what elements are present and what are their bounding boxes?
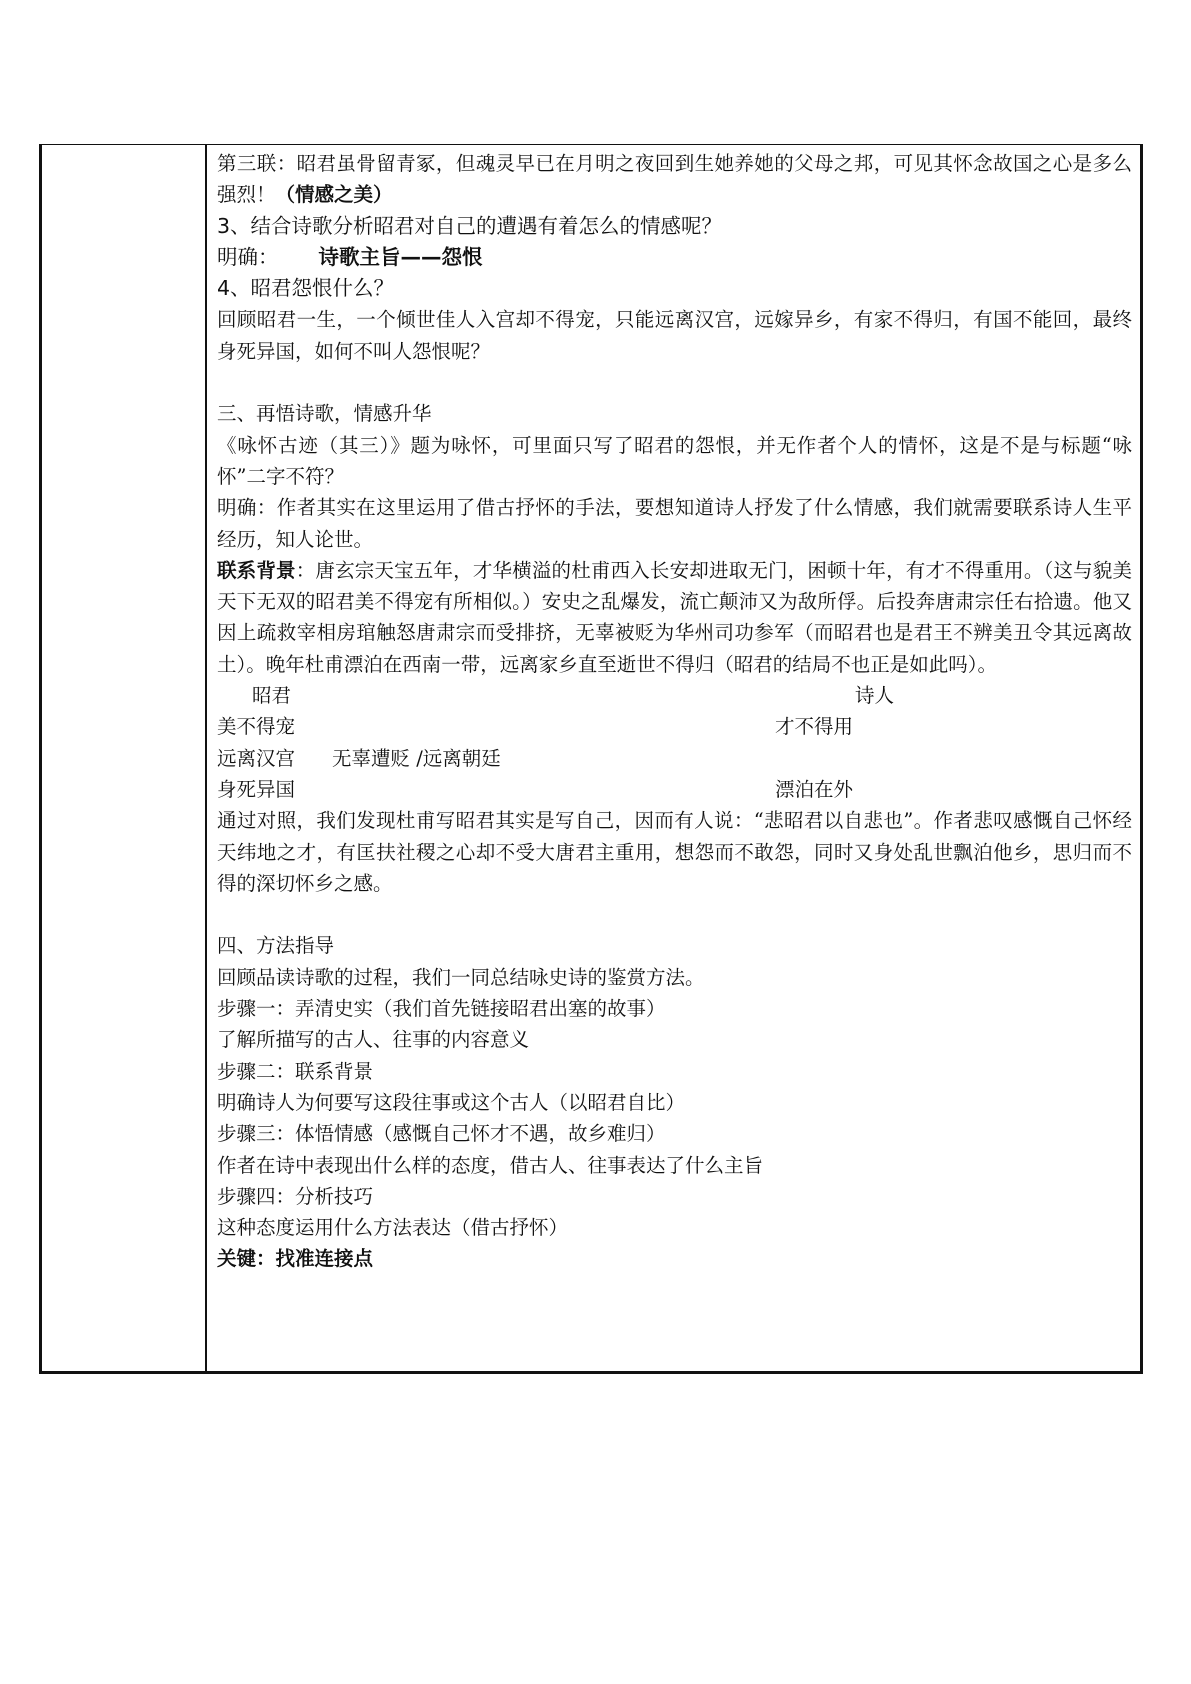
comparison-row-left: 远离汉宫 bbox=[217, 746, 296, 770]
lesson-content bbox=[217, 148, 1132, 1275]
method-title: 四、方法指导 bbox=[217, 934, 335, 958]
method-step: 步骤三：体悟情感（感慨自己怀才不遇，故乡难归） bbox=[217, 1122, 666, 1146]
third-couplet-tag: （情感之美） bbox=[275, 183, 393, 207]
method-step: 作者在诗中表现出什么样的态度，借古人、往事表达了什么主旨 bbox=[217, 1153, 764, 1177]
comparison-left-header: 昭君 bbox=[252, 684, 292, 708]
question-4: 4、昭君怨恨什么？ bbox=[217, 276, 395, 301]
background-paragraph bbox=[217, 555, 1132, 680]
method-step: 步骤四：分析技巧 bbox=[217, 1184, 374, 1208]
comparison-row-right: 漂泊在外 bbox=[775, 777, 854, 801]
background-text: ：唐玄宗天宝五年，才华横溢的杜甫西入长安却进取无门，困顿十年，有才不得重用。（这与貌美天下无双的昭君美不得宠有所相似。）安史之乱爆发，流亡颠沛又为敌所俘。后投奔唐肃宗任右拾遗。他又因上疏救宰相房琯触怒唐肃宗而受排挤，无辜被贬为华州司功参军（而昭君也是君王不辨美丑令其远离故土）。晚年杜甫漂泊在西南一带，远离家乡直至逝世不得归（昭君的结局不也正是如此吗）。 bbox=[217, 558, 1132, 676]
method-step: 步骤二：联系背景 bbox=[217, 1059, 374, 1083]
comparison-row-right: 才不得用 bbox=[775, 715, 854, 739]
method-step: 了解所描写的古人、往事的内容意义 bbox=[217, 1028, 530, 1052]
section-3-answer: 明确：作者其实在这里运用了借古抒怀的手法，要想知道诗人抒发了什么情感，我们就需要联系诗人生平经历，知人论世。 bbox=[217, 496, 1132, 551]
method-intro: 回顾品读诗歌的过程，我们一同总结咏史诗的鉴赏方法。 bbox=[217, 965, 705, 989]
comparison-row-middle: 无辜遭贬 /远离朝廷 bbox=[332, 746, 501, 770]
method-step: 这种态度运用什么方法表达（借古抒怀） bbox=[217, 1216, 569, 1240]
third-couplet-paragraph bbox=[217, 148, 1132, 211]
comparison-row bbox=[217, 743, 1132, 774]
method-key: 关键：找准连接点 bbox=[217, 1247, 374, 1271]
method-step: 明确诗人为何要写这段往事或这个古人（以昭君自比） bbox=[217, 1090, 686, 1114]
comparison-row-left: 身死异国 bbox=[217, 777, 296, 801]
comparison-row bbox=[217, 774, 1132, 805]
answer-3-text: 诗歌主旨——怨恨 bbox=[318, 244, 483, 269]
method-step: 步骤一：弄清史实（我们首先链接昭君出塞的故事） bbox=[217, 997, 666, 1021]
background-label: 联系背景 bbox=[217, 558, 296, 582]
section-3-question: 《咏怀古迹（其三）》题为咏怀，可里面只写了昭君的怨恨，并无作者个人的情怀，这是不是与标题“咏怀”二字不符？ bbox=[217, 433, 1132, 488]
answer-3 bbox=[217, 242, 1132, 273]
review-paragraph: 回顾昭君一生，一个倾世佳人入宫却不得宠，只能远离汉宫，远嫁异乡，有家不得归，有国不能回，最终身死异国，如何不叫人怨恨呢？ bbox=[217, 308, 1132, 363]
comparison-row-left: 美不得宠 bbox=[217, 715, 296, 739]
comparison-row bbox=[217, 711, 1132, 742]
answer-3-label: 明确： bbox=[217, 244, 279, 269]
comparison-right-header: 诗人 bbox=[855, 684, 895, 708]
third-couplet-text: 第三联：昭君虽骨留青冢，但魂灵早已在月明之夜回到生她养她的父母之邦，可见其怀念故国之心是多么强烈！ bbox=[217, 152, 1132, 207]
column-divider bbox=[205, 144, 207, 1374]
comparison-header bbox=[217, 680, 1132, 711]
section-3-title: 三、再悟诗歌，情感升华 bbox=[217, 402, 432, 426]
question-3: 3、结合诗歌分析昭君对自己的遭遇有着怎么的情感呢？ bbox=[217, 213, 723, 238]
conclusion-paragraph: 通过对照，我们发现杜甫写昭君其实是写自己，因而有人说：“悲昭君以自悲也”。作者悲叹感慨自己怀经天纬地之才，有匡扶社稷之心却不受大唐君主重用，想怨而不敢怨，同时又身处乱世飘泊他乡，思归而不得的深切怀乡之感。 bbox=[217, 809, 1132, 895]
